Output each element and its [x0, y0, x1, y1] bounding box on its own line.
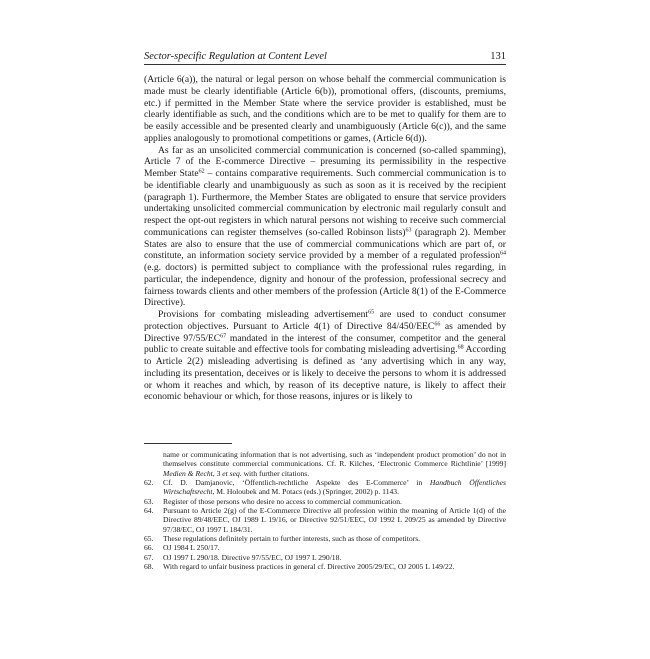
footnote-text [163, 543, 506, 552]
footnote-number: 63. [144, 496, 154, 506]
text-run: as amended by Directive 97/55/EC [144, 320, 506, 344]
text-run: (e.g. doctors) is permitted subject to compliance with the professional rules regarding, in particular, the independence, dignity and honour of the profession, professional secrecy and fairness towards clients and other members of the profession (Article 8(1) of the E-Commerce Directive). [144, 262, 506, 309]
page-number: 131 [490, 51, 506, 62]
text-run: OJ 1997 L 290/18. Directive 97/55/EC, OJ 1997 L 290/18. [163, 552, 342, 562]
text-run: Pursuant to Article 2(g) of the E-Commerce Directive all profession within the meaning of Article 1(d) of the Directive 89/48/EEC, OJ 1989 L 19/16, or Directive 92/51/EEC, OJ 1992 L 209/25 as amended by Directive 97/38/EC, OJ 1997 L 184/31. [163, 506, 506, 534]
text-run: , M. Holoubek and M. Potacs (eds.) (Springer, 2002) p. 1143. [212, 487, 399, 497]
footnote-ref: 67 [220, 333, 227, 339]
footnote-separator [144, 443, 232, 444]
paragraph [144, 74, 506, 145]
footnotes [144, 450, 506, 571]
footnote-text [163, 562, 506, 571]
text-run: with further citations. [241, 468, 310, 478]
body-text [144, 74, 506, 403]
italic-text: Medien & Recht [163, 468, 213, 478]
footnote-text [163, 506, 506, 534]
footnote [144, 543, 506, 552]
footnote-number: 66. [144, 543, 154, 553]
footnote-ref: 68 [457, 344, 464, 351]
running-header [144, 51, 506, 65]
footnote-number: 64. [144, 506, 154, 516]
footnote [144, 450, 506, 478]
footnote [144, 562, 506, 571]
footnote-number: 62. [144, 478, 154, 488]
text-run: According to Article 2(2) misleading advertising is defined as ‘any advertising which in any way, including its presentation, deceives or is likely to deceive the persons to whom it is addressed or whom it reaches and which, by reason of its deceptive nature, is likely to affect their economic behaviour or which, for those reasons, injures or is likely to [144, 344, 506, 403]
paragraph [144, 145, 506, 310]
footnote [144, 478, 506, 497]
italic-text: Handbuch Öffentliches Wirtschaftsrecht [163, 478, 507, 497]
footnote-ref: 64 [500, 250, 506, 257]
text-run: With regard to unfair business practices in general cf. Directive 2005/29/EC, OJ 2005 L 149/22. [163, 562, 455, 572]
text-run: (paragraph 2). Member States are also to ensure that the use of commercial communications which are part of, or constitute, an information society service provided by a member of a regulated profession [144, 226, 506, 262]
text-run: mandated in the interest of the consumer, competitor and the general public to create suitable and effective tools for combating misleading advertising. [144, 332, 506, 356]
footnote-number: 67. [144, 552, 154, 562]
footnote-text [163, 497, 506, 506]
footnote-number: 65. [144, 534, 154, 544]
text-run: Provisions for combating misleading advertisement [158, 309, 369, 320]
footnote-ref: 63 [405, 227, 412, 234]
italic-text: et seq. [222, 468, 242, 478]
footnote [144, 497, 506, 506]
paragraph [144, 309, 506, 403]
footnote-ref: 62 [198, 168, 205, 175]
text-run: , 3 [212, 468, 223, 478]
text-run: Register of those persons who desire no access to commercial communication. [163, 496, 402, 506]
text-run: OJ 1984 L 250/17. [163, 543, 220, 553]
footnote-ref: 66 [434, 321, 441, 328]
text-run: Cf. D. Damjanovic, ‘Öffentlich-rechtliche Aspekte des E-Commerce’ in [163, 478, 430, 488]
footnote-text [163, 553, 506, 562]
text-run: (Article 6(a)), the natural or legal person on whose behalf the commercial communication is made must be clearly identifiable (Article 6(b)), promotional offers, (discounts, premiums, etc.) if permitted in the Member State where the service provider is established, must be clearly identifiable as such, and the conditions which are to be met to qualify for them are to be easily accessible and be presented clearly and unambiguously (Article 6(c)), and the same applies analogously to promotional competitions or games, (Article 6(d)). [144, 74, 506, 144]
footnote-number: 68. [144, 562, 154, 572]
footnote-text [163, 478, 506, 497]
footnote [144, 534, 506, 543]
text-run: name or communicating information that is not advertising, such as ‘independent product promotion’ do not in themselves constitute commercial communications. Cf. R. Kilches, ‘Electronic Commerce Richtlinie’ [1999] [163, 450, 506, 469]
footnote-ref: 65 [368, 309, 375, 316]
text-run: These regulations definitely pertain to further interests, such as those of competitors. [163, 534, 421, 544]
running-title: Sector-specific Regulation at Content Level [144, 51, 327, 62]
footnote-text [163, 534, 506, 543]
footnote [144, 553, 506, 562]
text-run: are used to conduct consumer protection objectives. Pursuant to Article 4(1) of Directive 84/450/EEC [144, 309, 506, 332]
footnote [144, 506, 506, 534]
footnote-text [144, 450, 506, 478]
text-run: – contains comparative requirements. Such commercial communication is to be identifiable clearly and unambiguously as such as soon as it is received by the recipient (paragraph 1). Furthermore, the Member States are obligated to ensure that service providers undertaking unsolicited commercial communication by electronic mail regularly consult and respect the opt-out registers in which natural persons not wishing to receive such commercial communications can register themselves (so-called Robinson lists) [144, 168, 506, 238]
text-run: As far as an unsolicited commercial communication is concerned (so-called spamming), Article 7 of the E-commerce Directive – presuming its permissibility in the respective Member State [144, 144, 506, 179]
